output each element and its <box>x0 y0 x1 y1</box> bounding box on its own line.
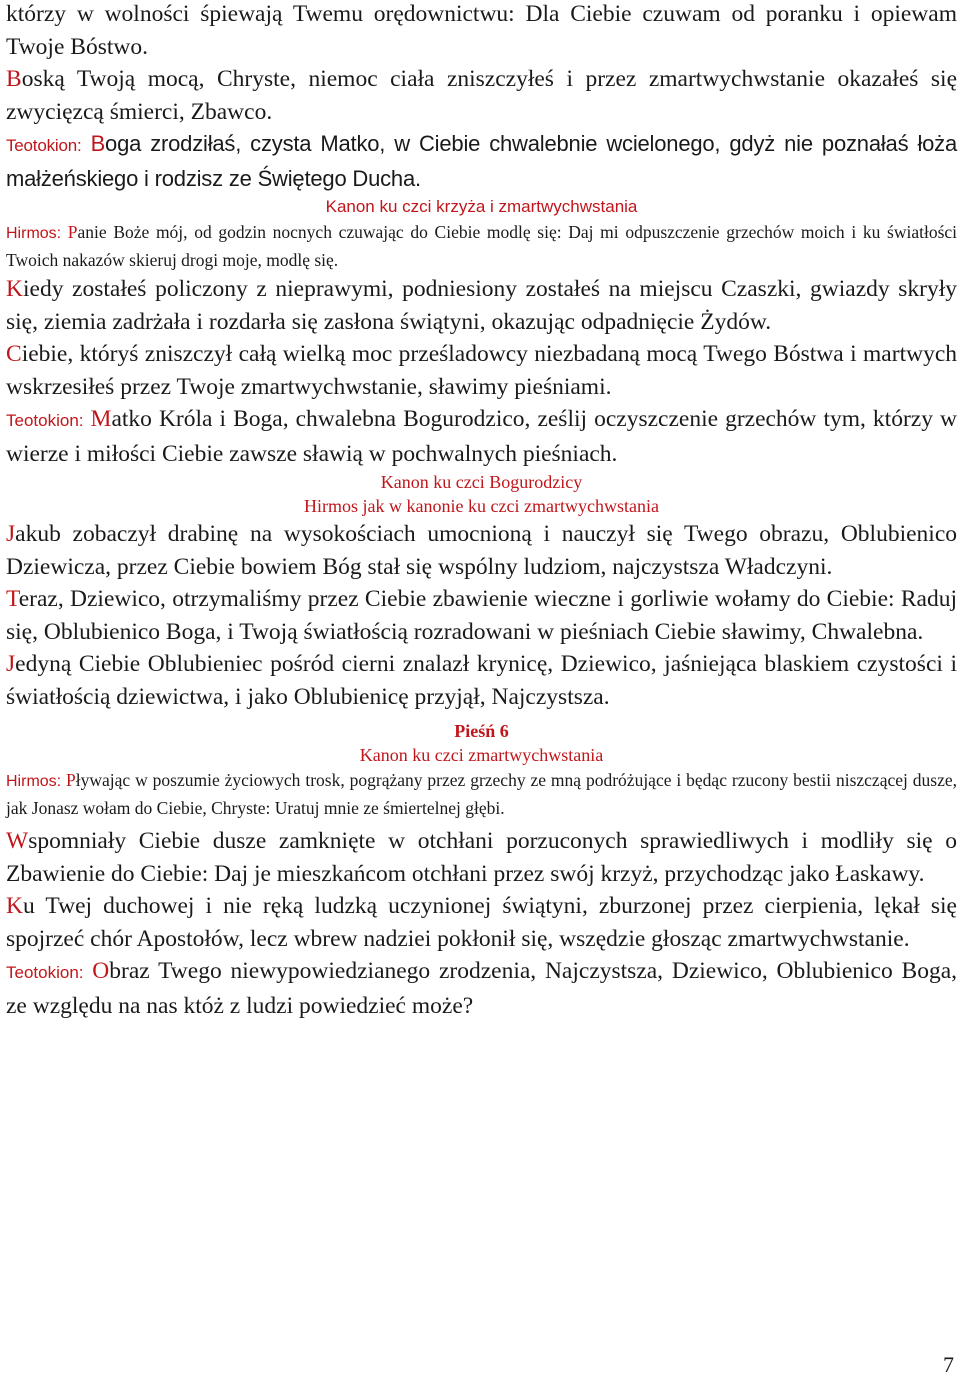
section-heading: Kanon ku czci Bogurodzicy <box>380 472 583 492</box>
theotokion-label: Teotokion: <box>6 136 82 155</box>
red-initial: T <box>6 586 19 612</box>
red-initial: C <box>6 341 22 367</box>
red-initial: P <box>67 222 78 242</box>
troparion-paragraph: Wspomniały Ciebie dusze zamknięte w otchłani porzuconych sprawiedliwych i modliły się o Zbawienie do Ciebie: Daj je mieszkańcom otchłani przez swój krzyż, przychodząc jako Łaskawy. <box>6 828 957 887</box>
red-initial: B <box>90 131 106 156</box>
section-heading: Kanon ku czci krzyża i zmartwychwstania <box>325 197 638 216</box>
troparion-paragraph: Ciebie, któryś zniszczył całą wielką moc prześladowcy niezbadaną mocą Twego Bóstwa i martwych wskrzesiłeś przez Twoje zmartwychwstanie, sławimy pieśniami. <box>6 341 957 400</box>
red-initial: K <box>6 276 23 302</box>
theotokion-paragraph: Teotokion: Obraz Twego niewypowiedzianego zrodzenia, Najczystsza, Dziewico, Oblubienico Boga, ze względu na nas któż z ludzi powiedzieć może? <box>6 958 958 1019</box>
theotokion-label: Teotokion: <box>6 411 84 430</box>
troparion-paragraph: Boską Twoją mocą, Chryste, niemoc ciała zniszczyłeś i przez zmartwychwstanie okazałeś się zwycięzcą śmierci, Zbawco. <box>6 66 957 125</box>
document-page <box>6 0 957 1022</box>
section-subheading: Hirmos jak w kanonie ku czci zmartwychwstania <box>304 496 659 516</box>
red-initial: J <box>6 651 16 677</box>
red-initial: K <box>6 893 23 919</box>
troparion-paragraph: Kiedy zostałeś policzony z nieprawymi, podniesiony zostałeś na miejscu Czaszki, gwiazdy skryły się, ziemia zadrżała i rozdarła się zasłona świątyni, okazując odpadnięcie Żydów. <box>6 276 957 335</box>
hirmos-label: Hirmos: <box>6 225 62 242</box>
red-initial: B <box>6 66 22 92</box>
song-heading: Pieśń 6 <box>454 721 509 741</box>
troparion-paragraph: Teraz, Dziewico, otrzymaliśmy przez Ciebie zbawienie wieczne i gorliwie wołamy do Ciebie: Raduj się, Oblubienico Boga, i Twoją światłością rozradowani w pieśniach Ciebie sławimy, Chwalebna. <box>6 586 957 645</box>
theotokion-paragraph: Teotokion: Boga zrodziłaś, czysta Matko, w Ciebie chwalebnie wcielonego, gdyż nie poznałaś łoża małżeńskiego i rodzisz ze Świętego Ducha. <box>6 131 957 191</box>
section-heading: Kanon ku czci zmartwychwstania <box>359 745 604 765</box>
paragraph-continuation: którzy w wolności śpiewają Twemu orędownictwu: Dla Ciebie czuwam od poranku i opiewam Twoje Bóstwo. <box>6 1 957 60</box>
troparion-paragraph: Ku Twej duchowej i nie ręką ludzką uczynionej świątyni, zburzonej przez cierpienia, lękał się spojrzeć chór Apostołów, lecz wbrew nadziei pokłonił się, wszędzie głosząc zmartwychwstanie. <box>6 893 957 952</box>
red-initial: P <box>66 770 76 790</box>
theotokion-label: Teotokion: <box>6 963 84 982</box>
red-initial: M <box>90 406 112 432</box>
theotokion-paragraph: Teotokion: Matko Króla i Boga, chwalebna Bogurodzico, ześlij oczyszczenie grzechów tym, którzy w wierze i miłości Ciebie zawsze sławią w pochwalnych pieśniach. <box>6 406 957 467</box>
troparion-paragraph: Jedyną Ciebie Oblubieniec pośród cierni znalazł krynicę, Dziewico, jaśniejąca blaskiem czystości i światłością dziewictwa, i jako Oblubienicę przyjął, Najczystsza. <box>6 651 957 710</box>
troparion-paragraph: Jakub zobaczył drabinę na wysokościach umocnioną i nauczył się Twego obrazu, Oblubienico Dziewicza, przez Ciebie bowiem Bóg stał się wspólny ludziom, najczystsza Władczyni. <box>6 521 957 580</box>
hirmos-paragraph: Hirmos: Pływając w poszumie życiowych trosk, pogrążany przez grzechy ze mną podróżujące i będąc rzucony bestii niszczącej dusze, jak Jonasz wołam do Ciebie, Chryste: Uratuj mnie ze śmiertelnej głębi. <box>6 770 957 818</box>
page-number: 7 <box>943 1352 954 1377</box>
red-initial: J <box>6 521 16 547</box>
red-initial: W <box>6 828 29 854</box>
hirmos-label: Hirmos: <box>6 773 62 790</box>
red-initial: O <box>92 958 110 984</box>
hirmos-paragraph: Hirmos: Panie Boże mój, od godzin nocnych czuwając do Ciebie modlę się: Daj mi odpuszczenie grzechów moich i ku światłości Twoich nakazów skieruj drogi moje, modlę się. <box>6 222 958 270</box>
